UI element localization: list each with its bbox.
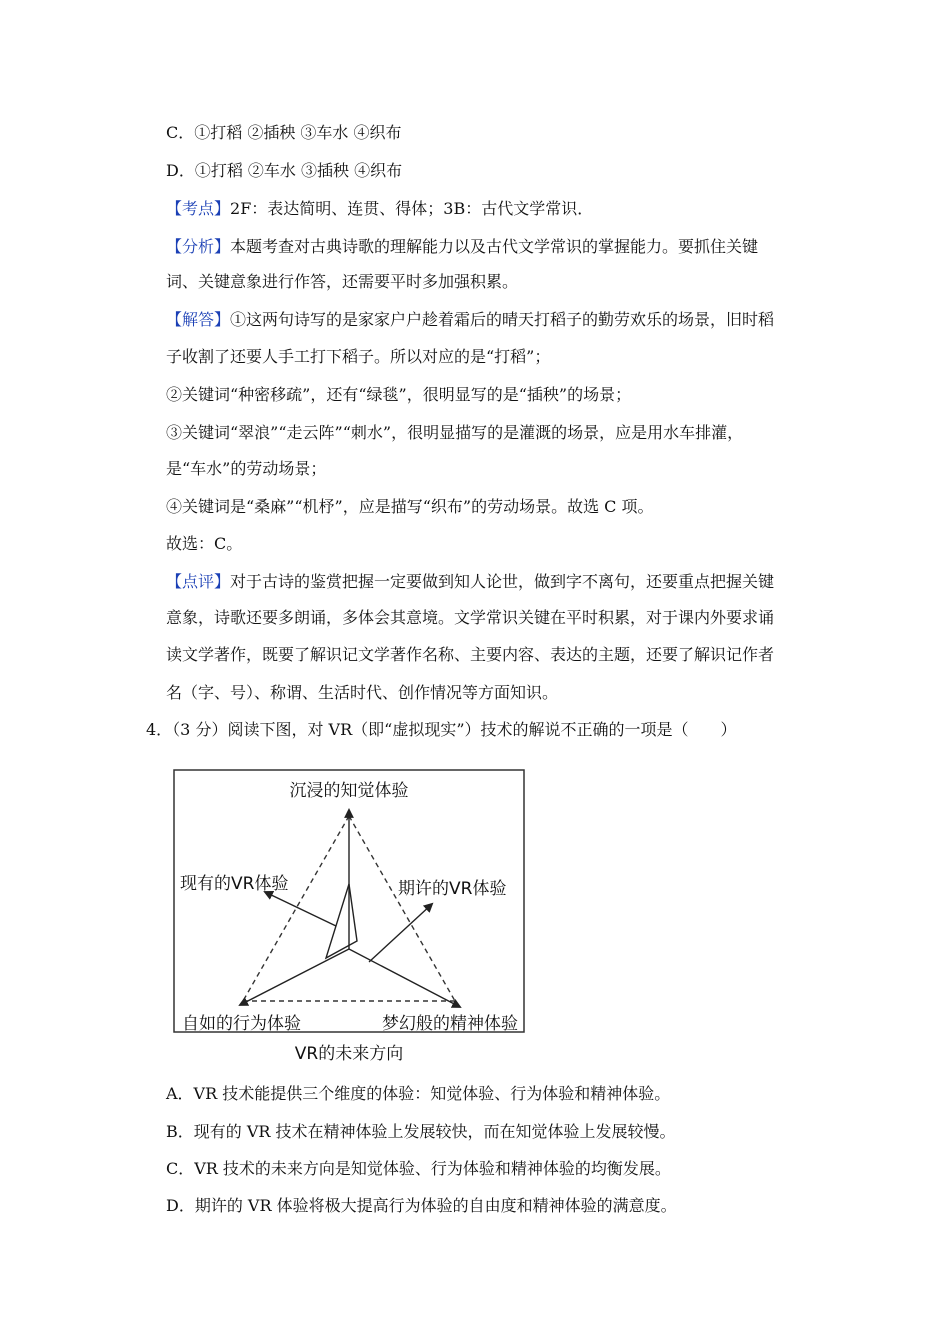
dianping-tag: 【点评】	[166, 572, 231, 591]
jieda-line1	[166, 309, 774, 331]
dianping-line4: 名（字、号）、称谓、生活时代、创作情况等方面知识。	[166, 683, 559, 702]
fenxi-text1: 本题考查对古典诗歌的理解能力以及古代文学常识的掌握能力。要抓住关键	[230, 237, 759, 256]
option-c: C．VR 技术的未来方向是知觉体验、行为体验和精神体验的均衡发展。	[166, 1159, 671, 1178]
jieda-line7: 故选：C。	[166, 534, 243, 553]
option-c-prev: C．①打稻 ②插秧 ③车水 ④织布	[166, 123, 402, 142]
label-expected-vr: 期许的VR体验	[398, 879, 507, 899]
jieda-line5: 是“车水”的劳动场景；	[166, 459, 327, 478]
kaodian-text: 2F：表达简明、连贯、得体；3B：古代文学常识．	[230, 199, 594, 218]
jieda-tag: 【解答】	[166, 310, 231, 329]
dianping-line2: 意象，诗歌还要多朗诵，多体会其意境。文学常识关键在平时积累，对于课内外要求诵	[166, 608, 775, 627]
option-b: B．现有的 VR 技术在精神体验上发展较快，而在知觉体验上发展较慢。	[166, 1122, 676, 1141]
dianping-line1	[166, 571, 774, 593]
dianping-text1: 对于古诗的鉴赏把握一定要做到知人论世，做到字不离句，还要重点把握关键	[230, 572, 775, 591]
vr-figure	[170, 766, 530, 1066]
option-d: D．期许的 VR 体验将极大提高行为体验的自由度和精神体验的满意度。	[166, 1196, 677, 1215]
kaodian-line	[166, 198, 593, 220]
dianping-line3: 读文学著作，既要了解识记文学著作名称、主要内容、表达的主题，还要了解识记作者	[166, 645, 775, 664]
jieda-line4: ③关键词“翠浪”“走云阵”“刺水”，很明显描写的是灌溉的场景，应是用水车排灌，	[166, 423, 744, 442]
jieda-line3: ②关键词“种密移疏”，还有“绿毯”，很明显写的是“插秧”的场景；	[166, 385, 632, 404]
figure-caption: VR的未来方向	[294, 1044, 404, 1064]
option-a: A．VR 技术能提供三个维度的体验：知觉体验、行为体验和精神体验。	[166, 1084, 671, 1103]
question4-stem: 4．（3 分）阅读下图，对 VR（即“虚拟现实”）技术的解说不正确的一项是（ ）	[146, 720, 737, 739]
jieda-line2: 子收割了还要人手工打下稻子。所以对应的是“打稻”；	[166, 347, 551, 366]
label-perception: 沉浸的知觉体验	[289, 781, 409, 801]
option-d-prev: D．①打稻 ②车水 ③插秧 ④织布	[166, 161, 403, 180]
fenxi-tag: 【分析】	[166, 237, 231, 256]
jieda-line6: ④关键词是“桑麻”“机杼”，应是描写“织布”的劳动场景。故选 C 项。	[166, 497, 654, 516]
kaodian-tag: 【考点】	[166, 199, 231, 218]
label-current-vr: 现有的VR体验	[180, 874, 289, 894]
jieda-text1: ①这两句诗写的是家家户户趁着霜后的晴天打稻子的勤劳欢乐的场景，旧时稻	[230, 310, 775, 329]
label-spirit: 梦幻般的精神体验	[382, 1014, 518, 1034]
label-behavior: 自如的行为体验	[182, 1014, 301, 1034]
fenxi-line2: 词、关键意象进行作答，还需要平时多加强积累。	[166, 272, 519, 291]
fenxi-line1	[166, 236, 758, 258]
